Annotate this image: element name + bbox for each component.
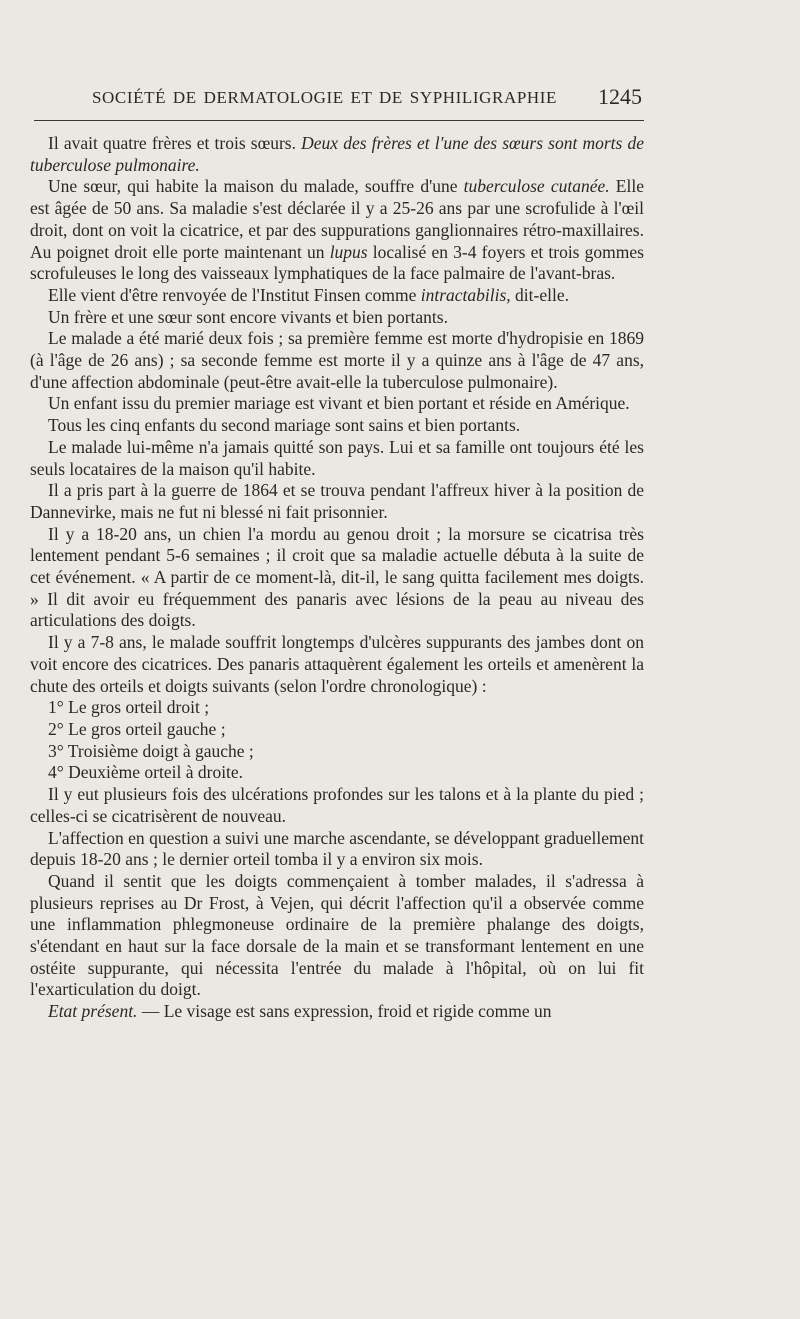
text-run: Il avait quatre frères et trois sœurs.: [48, 133, 302, 153]
text-run: Une sœur, qui habite la maison du malade, souffre d'une: [48, 176, 464, 197]
paragraph: [30, 632, 644, 697]
text-run: Elle vient d'être renvoyée de l'Institut Finsen comme: [48, 284, 421, 305]
text-run: Un frère et une sœur sont encore vivants et bien portants.: [48, 306, 448, 327]
paragraph: [30, 176, 644, 285]
running-header: [92, 84, 644, 114]
text-run: Tous les cinq enfants du second mariage sont sains et bien portants.: [48, 415, 521, 436]
italic-text: intractabilis,: [420, 284, 511, 305]
text-run: localisé en 3-4 foyers et trois gommes scrofuleuses le long des vaisseaux lymphatiques de la face palmaire de l'avant-bras.: [30, 241, 644, 284]
paragraph: [30, 762, 644, 784]
italic-text: Etat présent.: [48, 1001, 138, 1022]
text-run: Le malade a été marié deux fois ; sa première femme est morte d'hydropisie en 1869 (à l'âge de 26 ans) ; sa seconde femme est morte il y a quinze ans à l'âge de 47 ans, d'une affection abdominale (peut-être avait-elle la tuberculose pulmonaire).: [30, 328, 644, 392]
text-run: 1° Le gros orteil droit ;: [48, 697, 210, 718]
paragraph: [30, 307, 644, 329]
text-run: Il y a 18-20 ans, un chien l'a mordu au genou droit ; la morsure se cicatrisa très lentement pendant 5-6 semaines ; il croit que sa maladie actuelle débuta à la suite de cet événement. « A partir de ce moment-là, dit-il, le sang quitta facilement mes doigts. » Il dit avoir eu fréquemment des panaris avec lésions de la peau au niveau des articulations des doigts.: [30, 523, 644, 631]
paragraph: [30, 328, 644, 393]
paragraph: [30, 784, 644, 827]
paragraph: [30, 741, 644, 763]
italic-text: lupus: [329, 241, 368, 262]
paragraph: [30, 480, 644, 523]
text-run: — Le visage est sans expression, froid et rigide comme un: [137, 1001, 552, 1022]
text-run: L'affection en question a suivi une marche ascendante, se développant graduellement depuis 18-20 ans ; le dernier orteil tomba il y a environ six mois.: [30, 827, 644, 870]
text-run: dit-elle.: [510, 284, 569, 305]
text-run: Il y a 7-8 ans, le malade souffrit longtemps d'ulcères suppurants des jambes dont on voit encore des cicatrices. Des panaris attaquèrent également les orteils et amenèrent la chute des orteils et doigts suivants (selon l'ordre chronologique) :: [30, 632, 644, 696]
paragraph: [30, 393, 644, 415]
paragraph: [30, 828, 644, 871]
text-run: Un enfant issu du premier mariage est vivant et bien portant et réside en Amérique.: [48, 393, 630, 414]
text-run: Le malade lui-même n'a jamais quitté son pays. Lui et sa famille ont toujours été les seuls locataires de la maison qu'il habite.: [30, 436, 644, 479]
paragraph: [30, 524, 644, 633]
paragraph: [30, 285, 644, 307]
italic-text: Deux des frères et l'une des sœurs sont morts de tuberculose pulmonaire.: [30, 133, 644, 175]
running-title: SOCIÉTÉ DE DERMATOLOGIE ET DE SYPHILIGRAPHIE: [92, 88, 558, 107]
text-run: Il y eut plusieurs fois des ulcérations profondes sur les talons et à la plante du pied ; celles-ci se cicatrisèrent de nouveau.: [30, 784, 644, 826]
paragraph: [30, 415, 644, 437]
text-run: 3° Troisième doigt à gauche ;: [48, 740, 254, 761]
body-text: [30, 133, 644, 1023]
header-rule: [34, 120, 644, 121]
paragraph: [30, 1001, 644, 1023]
paragraph: [30, 697, 644, 719]
paragraph: [30, 719, 644, 741]
text-run: Quand il sentit que les doigts commençaient à tomber malades, il s'adressa à plusieurs reprises au Dr Frost, à Vejen, qui décrit l'affection qu'il a observée comme une inflammation phlegmoneuse ordinaire de la première phalange des doigts, s'étendant en haut sur la face dorsale de la main et se transformant lentement en une ostéite suppurante, qui nécessita l'entrée du malade à l'hôpital, où on lui fit l'exarticulation du doigt.: [30, 870, 644, 1000]
text-run: 2° Le gros orteil gauche ;: [48, 718, 226, 739]
paragraph: [30, 437, 644, 480]
italic-text: tuberculose cutanée.: [463, 176, 610, 197]
text-run: 4° Deuxième orteil à droite.: [48, 762, 244, 783]
text-run: Elle est âgée de 50 ans. Sa maladie s'est déclarée il y a 25-26 ans par une scrofulide à l'œil droit, dont on voit la cicatrice, et par des suppurations ganglionnaires rétro-maxillaires. Au poignet droit elle porte maintenant un: [30, 176, 644, 262]
paragraph: [30, 133, 644, 176]
page-number: 1245: [598, 84, 642, 109]
paragraph: [30, 871, 644, 1001]
text-run: Il a pris part à la guerre de 1864 et se trouva pendant l'affreux hiver à la position de Dannevirke, mais ne fut ni blessé ni fait prisonnier.: [30, 480, 644, 522]
